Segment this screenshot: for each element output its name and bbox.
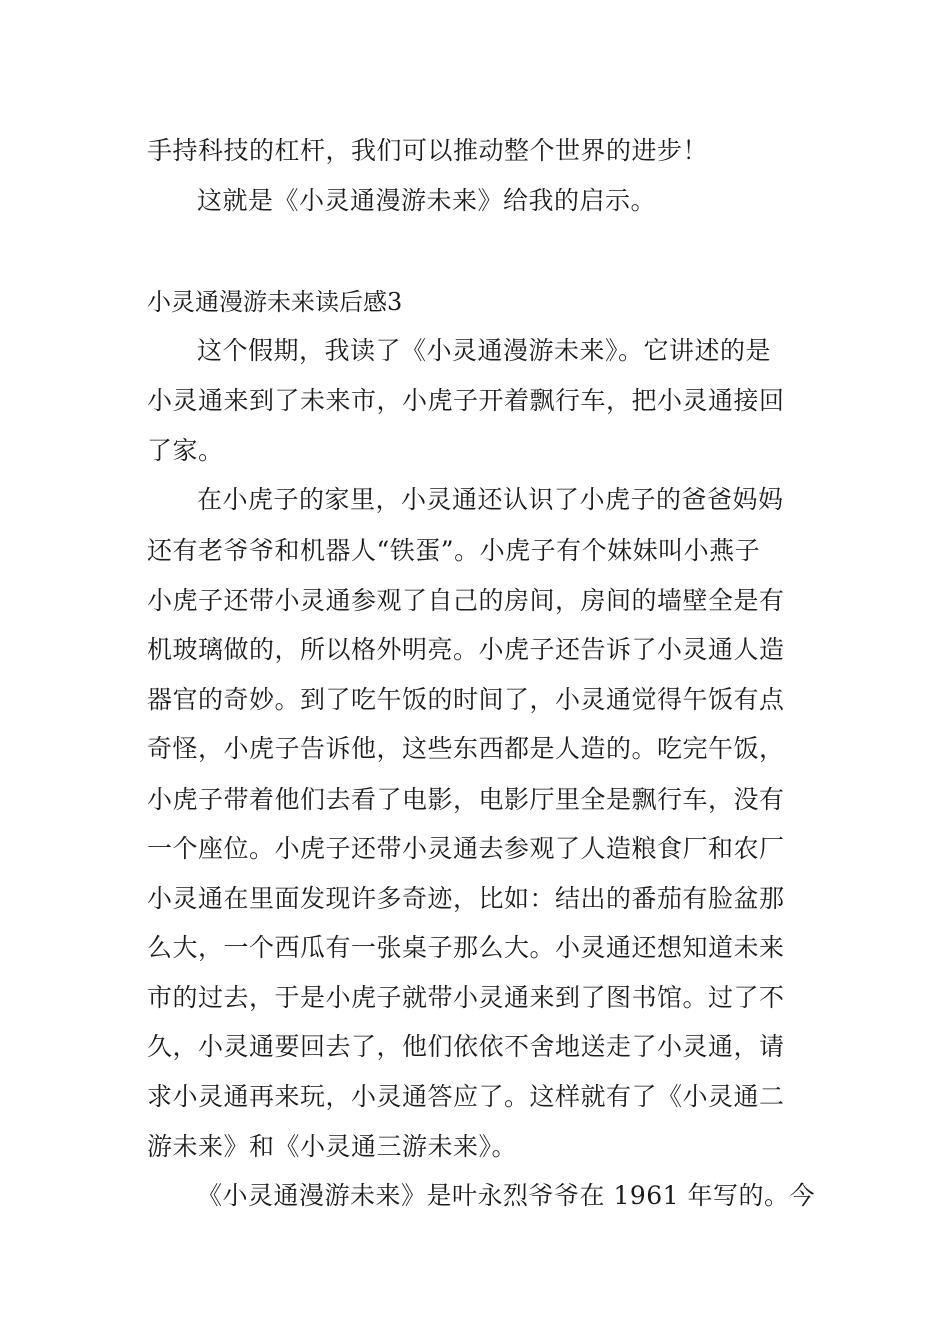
text-line: 小虎子带着他们去看了电影，电影厅里全是飘行车，没有 [147, 785, 785, 814]
text-line: 游未来》和《小灵通三游未来》。 [147, 1132, 518, 1161]
text-line: 一个座位。小虎子还带小灵通去参观了人造粮食厂和农厂 [147, 834, 785, 863]
text-line: 这就是《小灵通漫游未来》给我的启示。 [197, 186, 657, 215]
text-line: 在小虎子的家里，小灵通还认识了小虎子的爸爸妈妈 [197, 485, 784, 514]
text-line: 了家。 [147, 436, 224, 465]
text-line: 小灵通来到了未来市，小虎子开着飘行车，把小灵通接回 [147, 386, 785, 415]
text-line: 手持科技的杠杆，我们可以推动整个世界的进步！ [147, 136, 709, 165]
text-line: 还有老爷爷和机器人“铁蛋”。小虎子有个妹妹叫小燕子 [147, 536, 761, 565]
text-line: 么大，一个西瓜有一张桌子那么大。小灵通还想知道未来 [147, 933, 785, 962]
text-line: 小灵通在里面发现许多奇迹，比如：结出的番茄有脸盆那 [147, 884, 785, 913]
text-line: 器官的奇妙。到了吃午饭的时间了，小灵通觉得午饭有点 [147, 685, 785, 714]
text-line: 久，小灵通要回去了，他们依依不舍地送走了小灵通，请 [147, 1032, 785, 1061]
text-line: 市的过去，于是小虎子就带小灵通来到了图书馆。过了不 [147, 983, 785, 1012]
text-line: 求小灵通再来玩，小灵通答应了。这样就有了《小灵通二 [147, 1082, 785, 1111]
text-line: 奇怪，小虎子告诉他，这些东西都是人造的。吃完午饭， [147, 734, 785, 763]
section-title: 小灵通漫游未来读后感3 [147, 288, 403, 316]
text-line: 机玻璃做的，所以格外明亮。小虎子还告诉了小灵通人造 [147, 635, 785, 664]
text-line: 小虎子还带小灵通参观了自己的房间，房间的墙壁全是有 [147, 586, 785, 615]
text-line: 《小灵通漫游未来》是叶永烈爷爷在 1961 年写的。今 [197, 1181, 816, 1210]
text-line: 这个假期，我读了《小灵通漫游未来》。它讲述的是 [197, 336, 772, 365]
